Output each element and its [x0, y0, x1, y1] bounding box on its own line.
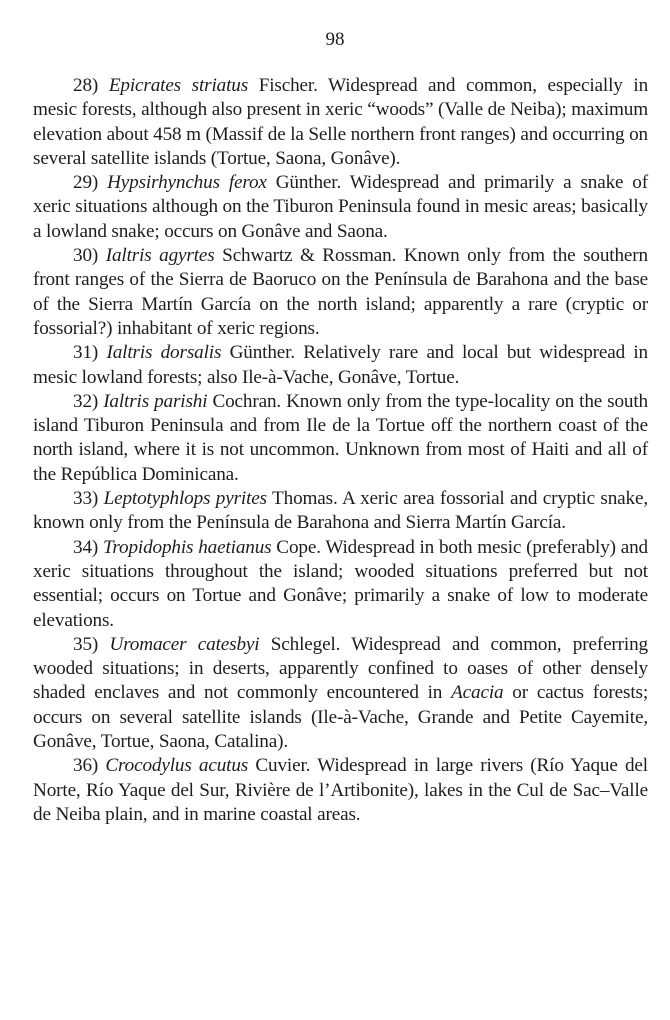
entry-36: [33, 754, 648, 827]
species-name: Hypsirhynchus ferox: [107, 172, 267, 194]
entry-33: [33, 487, 648, 536]
entry-text: Thomas. A xeric area fossorial and cryptic snake, known only from the Península de Barahona and Sierra Martín García.: [33, 488, 648, 534]
entry-31: [33, 341, 648, 390]
entry-35: [33, 633, 648, 754]
genus-name-inline: Acacia: [451, 682, 504, 704]
entry-text: Cochran. Known only from the type-locality on the south island Tiburon Peninsula and from Ile de la Tortue off the northern coast of the north island, where it is not uncommon. Unknown from most of Haiti and all of the República Dominicana.: [33, 390, 649, 485]
entry-number: 36): [73, 755, 99, 777]
entry-number: 35): [73, 633, 99, 655]
species-name: Ialtris agyrtes: [105, 245, 215, 267]
page-number: 98: [325, 29, 345, 50]
species-name: Ialtris parishi: [103, 390, 208, 412]
species-name: Uromacer catesbyi: [109, 633, 260, 655]
entry-text: Schwartz & Rossman. Known only from the southern front ranges of the Sierra de Baoruco on the Península de Barahona and the base of the Sierra Martín García on the north island; apparently a rare (cryptic or fossorial?) inhabitant of xeric regions.: [33, 245, 648, 339]
entry-number: 29): [73, 172, 99, 194]
entry-30: [33, 244, 648, 341]
entry-32: [33, 390, 648, 487]
entry-number: 30): [73, 245, 99, 267]
entry-number: 33): [73, 488, 99, 510]
entry-34: [33, 536, 648, 633]
species-account-list: [33, 74, 648, 827]
entry-number: 28): [73, 75, 99, 96]
entry-text: Günther. Widespread and primarily a snake of xeric situations although on the Tiburon Peninsula found in mesic areas; basically a lowland snake; occurs on Gonâve and Saona.: [33, 172, 648, 242]
entry-number: 34): [73, 536, 99, 558]
entry-text: Günther. Relatively rare and local but widespread in mesic lowland forests; also Ile-à-Vache, Gonâve, Tortue.: [33, 342, 648, 388]
species-name: Leptotyphlops pyrites: [103, 488, 267, 510]
entry-29: [33, 171, 648, 244]
species-name: Tropidophis haetianus: [102, 536, 272, 558]
entry-text: Cuvier. Widespread in large rivers (Río Yaque del Norte, Río Yaque del Sur, Rivière de l’Artibonite), lakes in the Cul de Sac–Valle de Neiba plain, and in marine coastal areas.: [33, 755, 648, 825]
entry-text-continued: or cactus forests; occurs on several satellite islands (Ile-à-Vache, Grande and Petite Cayemite, Gonâve, Tortue, Saona, Catalina).: [33, 682, 648, 753]
entry-text: Fischer. Widespread and common, especially in mesic forests, although also present in xeric “woods” (Valle de Neiba); maximum elevation about 458 m (Massif de la Selle northern front ranges) and occurring on several satellite islands (Tortue, Saona, Gonâve).: [33, 75, 649, 169]
species-name: Epicrates striatus: [108, 75, 249, 96]
entry-28: [33, 74, 648, 171]
entry-number: 31): [73, 342, 99, 364]
entry-text: Cope. Widespread in both mesic (preferably) and xeric situations throughout the island; wooded situations preferred but not essential; occurs on Tortue and Gonâve; primarily a snake of low to moderate elevations.: [33, 536, 648, 631]
species-name: Ialtris dorsalis: [106, 342, 222, 364]
entry-number: 32): [73, 390, 99, 412]
species-name: Crocodylus acutus: [105, 755, 249, 777]
entry-text: Schlegel. Widespread and common, preferring wooded situations; in deserts, apparently confined to oases of other densely shaded enclaves and not commonly encountered in: [33, 633, 648, 704]
